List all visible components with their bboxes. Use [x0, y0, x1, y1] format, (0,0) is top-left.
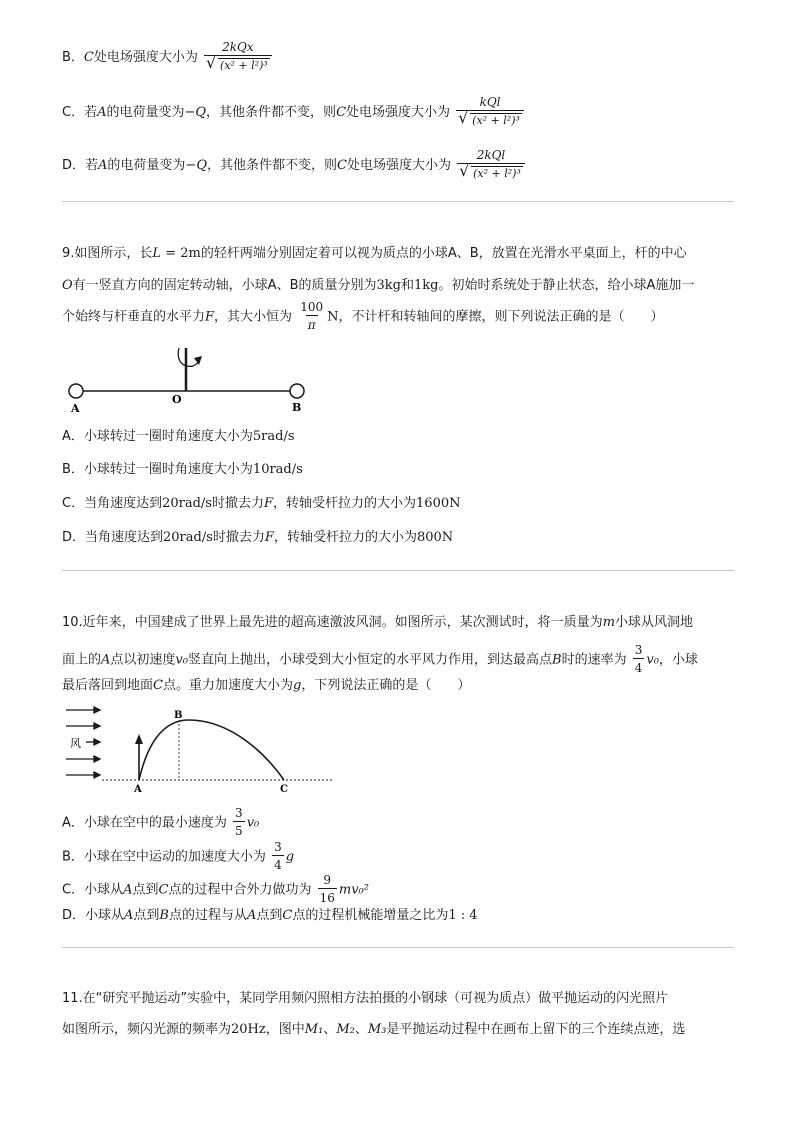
initial-velocity-arrowhead: [135, 734, 143, 744]
wind-label: 风: [70, 737, 81, 750]
divider: [62, 201, 734, 202]
ball-a: [69, 384, 83, 398]
q8-option-c[interactable]: C．若A的电荷量变为−Q，其他条件都不变，则C处电场强度大小为 kQl √ (x² + l²)³: [62, 95, 526, 130]
q9-option-d[interactable]: D．当角速度达到20rad/s时撤去力F，转轴受杆拉力的大小为800N: [62, 530, 454, 545]
label-c: C: [280, 784, 288, 795]
q9-force-fraction: $\frac{100}{\pi}$: [300, 300, 324, 332]
label-a: A: [134, 784, 142, 795]
trajectory-curve: [139, 720, 284, 780]
q10-stem-line-3: 最后落回到地面C点。重力加速度大小为g，下列说法正确的是（ ）: [62, 678, 471, 693]
q10-speed-fraction: $\frac{3}{4}$: [634, 643, 643, 675]
q9-option-b[interactable]: B．小球转过一圈时角速度大小为10rad/s: [62, 462, 303, 477]
q9-option-a[interactable]: A．小球转过一圈时角速度大小为5rad/s: [62, 429, 295, 444]
q11-stem-line-2: 如图所示，频闪光源的频率为20Hz，图中M₁、M₂、M₃是平抛运动过程中在画布上留下的三个连续点迹，选: [62, 1022, 686, 1037]
q10-option-a[interactable]: A．小球在空中的最小速度为 $\frac{3}{5}$ v₀: [62, 806, 260, 838]
q11-stem-line-1: 11.在“研究平抛运动”实验中，某同学用频闪照相方法拍摄的小钢球（可视为质点）做平抛运动的闪光照片: [62, 991, 669, 1006]
q10-option-b[interactable]: B．小球在空中运动的加速度大小为 $\frac{3}{4}$ g: [62, 840, 295, 872]
label-a: A: [71, 402, 80, 415]
q8-d-fraction: 2kQl √ (x² + l²)³: [457, 148, 525, 183]
q9-stem-line-3: 个始终与杆垂直的水平力F，其大小恒为 $\frac{100}{\pi}$ N，不计杆和转轴间的摩擦，则下列说法正确的是（ ）: [62, 300, 664, 332]
q9-rod-figure: [62, 340, 322, 420]
q8-b-fraction: 2kQx √ (x² + l²)³: [204, 40, 272, 75]
q10-stem-line-1: 10.近年来，中国建成了世界上最先进的超高速激波风洞。如图所示，某次测试时，将一质量为m小球从风洞地: [62, 615, 694, 630]
q9-stem-line-1: 9.如图所示，长L = 2m的轻杆两端分别固定着可以视为质点的小球A、B，放置在光滑水平桌面上，杆的中心: [62, 246, 687, 261]
divider: [62, 947, 734, 948]
q10-stem-line-2: 面上的A点以初速度v₀竖直向上抛出，小球受到大小恒定的水平风力作用，到达最高点B时的速率为 $\frac{3}{4}$ v₀，小球: [62, 643, 698, 675]
q8-option-b[interactable]: B．C处电场强度大小为 2kQx √ (x² + l²)³: [62, 40, 274, 75]
label-o: O: [172, 393, 182, 406]
q10-option-d[interactable]: D．小球从A点到B点的过程与从A点到C点的过程机械能增量之比为1 : 4: [62, 908, 478, 923]
q9-stem-line-2: O有一竖直方向的固定转动轴，小球A、B的质量分别为3kg和1kg。初始时系统处于静止状态，给小球A施加一: [62, 278, 695, 293]
q10-option-c[interactable]: C．小球从A点到C点的过程中合外力做功为 $\frac{9}{16}$ mv₀²: [62, 873, 369, 905]
label-b: B: [174, 710, 183, 721]
divider: [62, 570, 734, 571]
rotation-arrow-curve: [178, 348, 198, 366]
rotation-arrowhead: [194, 356, 202, 365]
q8-option-d[interactable]: D．若A的电荷量变为−Q，其他条件都不变，则C处电场强度大小为 2kQl √ (x² + l²)³: [62, 148, 527, 183]
label-b: B: [292, 401, 302, 414]
ball-b: [290, 384, 304, 398]
q10-trajectory-figure: [62, 702, 342, 798]
q8-c-fraction: kQl √ (x² + l²)³: [456, 95, 524, 130]
q9-option-c[interactable]: C．当角速度达到20rad/s时撤去力F，转轴受杆拉力的大小为1600N: [62, 496, 461, 511]
